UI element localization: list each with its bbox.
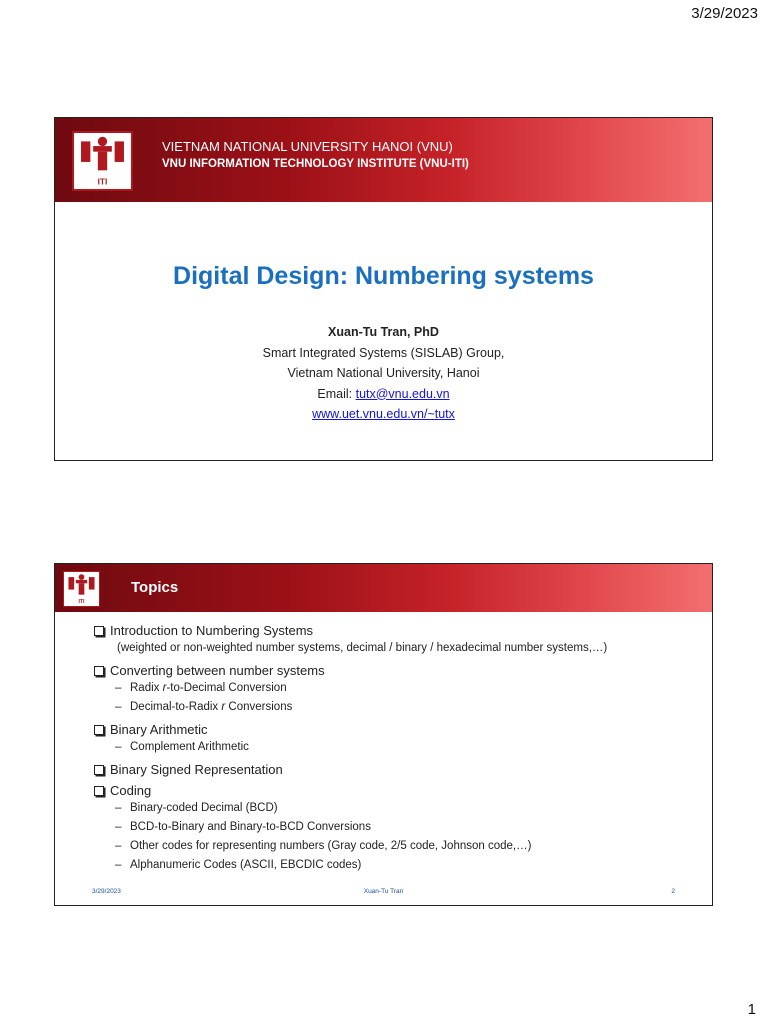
author-block xyxy=(55,322,712,425)
institute-name: VNU INFORMATION TECHNOLOGY INSTITUTE (VNU-ITI) xyxy=(162,158,469,170)
topics-banner xyxy=(55,564,712,612)
iti-logo-small xyxy=(63,571,100,607)
dash-bullet: – xyxy=(115,741,122,753)
dash-bullet: – xyxy=(115,802,122,814)
dash-bullet: – xyxy=(115,701,122,713)
topics-list xyxy=(93,622,702,875)
slide-title: Digital Design: Numbering systems xyxy=(173,262,594,290)
subtopic-item: – Decimal-to-Radix r Conversions xyxy=(93,698,702,717)
email-label: Email: xyxy=(317,386,356,401)
iti-logo xyxy=(72,131,133,191)
footer-author: Xuan-Tu Tran xyxy=(363,888,404,895)
topic-item: Binary Signed Representation xyxy=(93,761,702,778)
header-banner xyxy=(55,118,712,202)
subtopic-item: – Other codes for representing numbers (Gray code, 2/5 code, Johnson code,…) xyxy=(93,837,702,856)
topics-slide xyxy=(54,563,713,906)
dash-bullet: – xyxy=(115,840,122,852)
page-number: 1 xyxy=(747,1001,756,1018)
dash-bullet: – xyxy=(115,682,122,694)
email-line xyxy=(55,384,712,405)
checkbox-bullet-icon xyxy=(94,725,104,735)
title-slide xyxy=(54,117,713,461)
checkbox-bullet-icon xyxy=(94,666,104,676)
topic-item: Binary Arithmetic xyxy=(93,721,702,738)
topic-item: Coding xyxy=(93,782,702,799)
subtopic-item: – Radix r-to-Decimal Conversion xyxy=(93,679,702,698)
website-line xyxy=(55,404,712,425)
topic-item: Converting between number systems xyxy=(93,662,702,679)
footer-slide-number: 2 xyxy=(671,888,675,895)
affiliation-line-2: Vietnam National University, Hanoi xyxy=(287,366,480,380)
topics-title: Topics xyxy=(131,579,179,596)
checkbox-bullet-icon xyxy=(94,626,104,636)
dash-bullet: – xyxy=(115,821,122,833)
logo-text-small: ITI xyxy=(78,599,85,606)
author-name: Xuan-Tu Tran, PhD xyxy=(328,325,439,339)
subtopic-item: – Alphanumeric Codes (ASCII, EBCDIC codes) xyxy=(93,856,702,875)
footer-date: 3/29/2023 xyxy=(92,888,121,895)
website-link[interactable]: www.uet.vnu.edu.vn/~tutx xyxy=(312,407,455,421)
email-link[interactable]: tutx@vnu.edu.vn xyxy=(355,386,450,401)
subtopic-item: – Complement Arithmetic xyxy=(93,738,702,757)
page-date: 3/29/2023 xyxy=(691,5,758,22)
logo-text: ITI xyxy=(97,176,108,187)
checkbox-bullet-icon xyxy=(94,765,104,775)
topic-item: Introduction to Numbering Systems xyxy=(93,622,702,639)
subtopic-item: – BCD-to-Binary and Binary-to-BCD Conversions xyxy=(93,818,702,837)
checkbox-bullet-icon xyxy=(94,786,104,796)
affiliation-line-1: Smart Integrated Systems (SISLAB) Group, xyxy=(262,345,505,360)
dash-bullet: – xyxy=(115,859,122,871)
subtopic-item: – Binary-coded Decimal (BCD) xyxy=(93,799,702,818)
topic-note: (weighted or non-weighted number systems, decimal / binary / hexadecimal number systems,…) xyxy=(117,642,608,654)
university-name: VIETNAM NATIONAL UNIVERSITY HANOI (VNU) xyxy=(162,139,453,154)
